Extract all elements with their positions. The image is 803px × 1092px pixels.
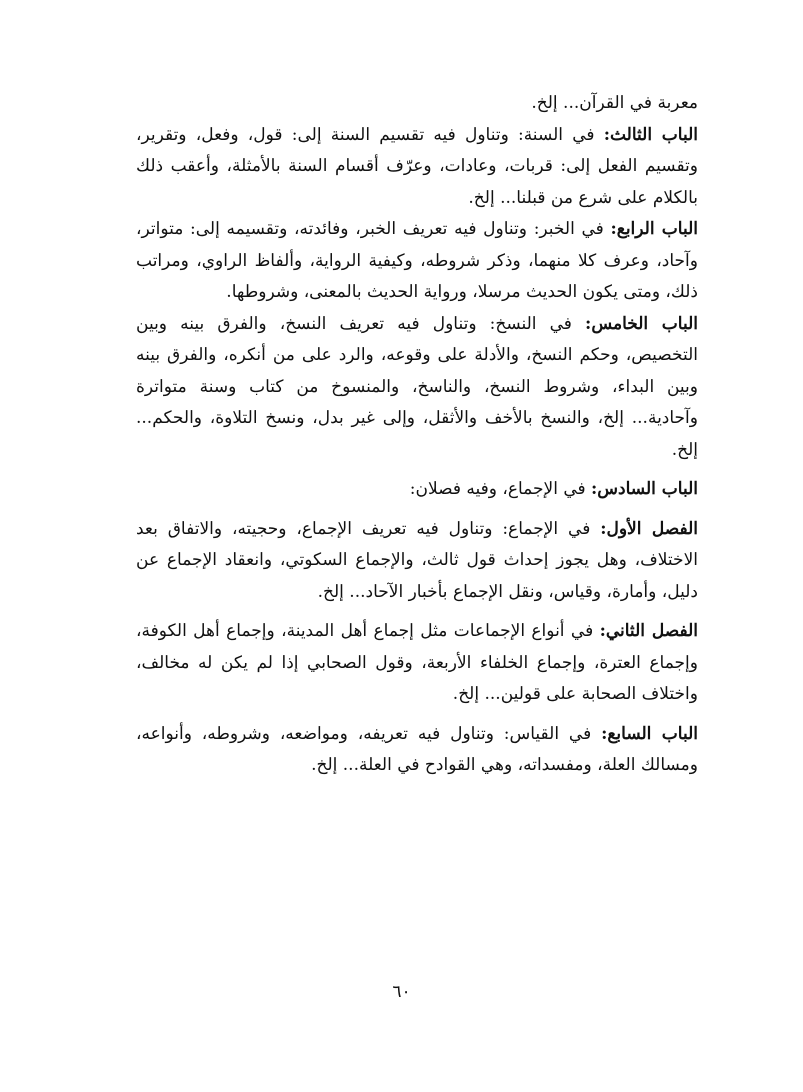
page-body bbox=[136, 88, 698, 782]
chapter-heading: الباب الرابع: bbox=[610, 219, 698, 239]
paragraph-chapter-5 bbox=[136, 309, 698, 467]
chapter-heading: الباب السادس: bbox=[591, 479, 698, 499]
paragraph-chapter-3 bbox=[136, 120, 698, 215]
paragraph-intro-continuation bbox=[136, 88, 698, 120]
paragraph-text: في أنواع الإجماعات مثل إجماع أهل المدينة، وإجماع أهل الكوفة، وإجماع العترة، وإجماع الخلفاء الأربعة، وقول الصحابي إذا لم يكن له مخالف، واختلاف الصحابة على قولين... إلخ. bbox=[136, 621, 698, 704]
paragraph-chapter-7 bbox=[136, 719, 698, 782]
paragraph-chapter-4 bbox=[136, 214, 698, 309]
paragraph-text: في النسخ: وتناول فيه تعريف النسخ، والفرق بينه وبين التخصيص، وحكم النسخ، والأدلة على وقوعه، والرد على من أنكره، والفرق بينه وبين البداء، وشروط النسخ، والناسخ، والمنسوخ من كتاب وسنة متواترة وآحادية... إلخ، والنسخ بالأخف والأثقل، وإلى غير بدل، ونسخ التلاوة، والحكم... إلخ. bbox=[136, 313, 698, 460]
paragraph-text: في الخبر: وتناول فيه تعريف الخبر، وفائدته، وتقسيمه إلى: متواتر، وآحاد، وعرف كلا منهما، وذكر شروطه، وكيفية الرواية، وألفاظ الراوي، ومراتب ذلك، ومتى يكون الحديث مرسلا، ورواية الحديث بالمعنى، وشروطها. bbox=[136, 219, 698, 302]
section-heading: الفصل الثاني: bbox=[599, 621, 698, 641]
paragraph-chapter-6 bbox=[136, 474, 698, 506]
chapter-heading: الباب السابع: bbox=[601, 723, 698, 744]
paragraph-text: في القياس: وتناول فيه تعريفه، ومواضعه، وشروطه، وأنواعه، ومسالك العلة، ومفسداته، وهي القوادح في العلة... إلخ. bbox=[136, 723, 698, 775]
chapter-heading: الباب الخامس: bbox=[585, 313, 698, 334]
page-number: ٦٠ bbox=[392, 982, 411, 1002]
chapter-heading: الباب الثالث: bbox=[603, 124, 698, 145]
paragraph-text: معربة في القرآن... إلخ. bbox=[531, 93, 698, 113]
paragraph-text: في السنة: وتناول فيه تقسيم السنة إلى: قول، وفعل، وتقرير، وتقسيم الفعل إلى: قربات، وعادات، وعرّف أقسام السنة بالأمثلة، وأعقب ذلك بالكلام على شرع من قبلنا... إلخ. bbox=[136, 124, 698, 208]
paragraph-text: في الإجماع، وفيه فصلان: bbox=[409, 479, 592, 499]
paragraph-section-1 bbox=[136, 514, 698, 609]
paragraph-section-2 bbox=[136, 616, 698, 711]
section-heading: الفصل الأول: bbox=[600, 518, 698, 539]
paragraph-text: في الإجماع: وتناول فيه تعريف الإجماع، وحجيته، والاتفاق بعد الاختلاف، وهل يجوز إحداث قول ثالث، والإجماع السكوتي، وانعقاد الإجماع عن دليل، وأمارة، وقياس، ونقل الإجماع بأخبار الآحاد... إلخ. bbox=[136, 518, 698, 602]
